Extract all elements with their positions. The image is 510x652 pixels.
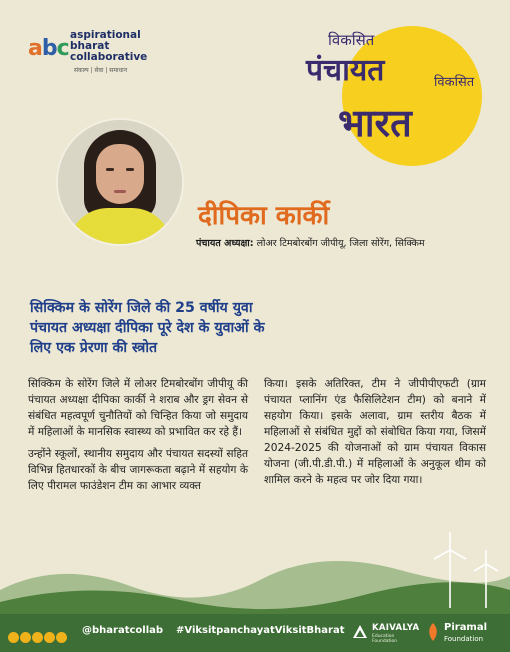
campaign-word-4: भारत: [338, 100, 412, 145]
headline-line-1: सिक्किम के सोरेंग जिले की 25 वर्षीय युवा: [30, 300, 253, 316]
campaign-word-1: विकसित: [328, 31, 375, 49]
headline-line-3: लिए एक प्रेरणा की स्त्रोत: [30, 340, 158, 356]
piramal-mark-icon: [426, 622, 440, 642]
partner-name: KAIVALYA: [372, 623, 420, 633]
profile-photo: [56, 118, 184, 246]
headline: [30, 298, 390, 358]
youtube-icon[interactable]: [44, 632, 55, 643]
partner-subtitle: Foundation: [444, 635, 484, 643]
partner-name: Piramal: [444, 622, 488, 633]
facebook-icon[interactable]: [8, 632, 19, 643]
kaivalya-mark-icon: [352, 624, 368, 640]
campaign-word-2: पंचायत: [306, 53, 385, 88]
body-column-left: [28, 376, 248, 500]
x-icon[interactable]: [20, 632, 31, 643]
campaign-title: [306, 24, 506, 174]
campaign-word-3: विकसित: [434, 75, 475, 90]
body-paragraph: उन्होंने स्कूलों, स्थानीय समुदाय और पंचायत सदस्यों सहित विभिन्न हितधारकों के बीच जागरूकता बढ़ाने में सहयोग के लिए पीरामल फाउंडेशन टीम का आभार व्यक्त: [28, 448, 248, 492]
wind-turbine-icon: [420, 530, 510, 610]
piramal-logo: [426, 620, 506, 648]
partner-subtitle: Education Foundation: [372, 634, 398, 644]
kaivalya-logo: [352, 620, 420, 648]
profile-name: दीपिका कार्की: [198, 201, 330, 231]
org-name: aspirational bharat collaborative: [70, 29, 148, 63]
headline-line-2: पंचायत अध्यक्षा दीपिका पूरे देश के युवाओं के: [30, 320, 265, 336]
profile-role: [196, 236, 425, 249]
role-detail: लोअर टिमबोरबोंग जीपीयू, जिला सोरेंग, सिक्किम: [256, 238, 425, 249]
social-icons: [8, 627, 68, 639]
instagram-icon[interactable]: [32, 632, 43, 643]
org-tagline: संकल्प | सेवा | समाधान: [74, 67, 128, 74]
footer-bar: [0, 614, 510, 652]
campaign-hashtag[interactable]: #ViksitpanchayatViksitBharat: [176, 625, 345, 636]
body-column-right: [264, 376, 486, 494]
social-handle[interactable]: @bharatcollab: [82, 625, 164, 636]
body-paragraph: सिक्किम के सोरेंग जिले में लोअर टिमबोरबोंग जीपीयू की पंचायत अध्यक्षा दीपिका कार्की ने शराब और ड्रग सेवन से संबंधित महत्वपूर्ण चुनौतियों को चिन्हित किया जो समुदाय में महिलाओं के मानसिक स्वास्थ्य को प्रभावित कर रहे हैं।: [28, 378, 248, 438]
role-label: पंचायत अध्यक्षा:: [196, 238, 254, 249]
abc-logo-icon: abc: [28, 36, 69, 61]
linkedin-icon[interactable]: [56, 632, 67, 643]
abc-logo: [28, 26, 178, 80]
body-paragraph: किया। इसके अतिरिक्त, टीम ने जीपीपीएफटी (ग्राम पंचायत प्लानिंग एंड फैसिलिटेशन टीम) को बनाने में सहयोग किया। इसके अलावा, ग्राम स्तरीय बैठक में महिलाओं से संबंधित मुद्दों को संबोधित किया गया, जिसमें 2024-2025 की योजनाओं को ग्राम पंचायत विकास योजना (जी.पी.डी.पी.) में महिलाओं के अनुकूल थीम को शामिल करने के महत्व पर जोर दिया गया।: [264, 378, 486, 486]
